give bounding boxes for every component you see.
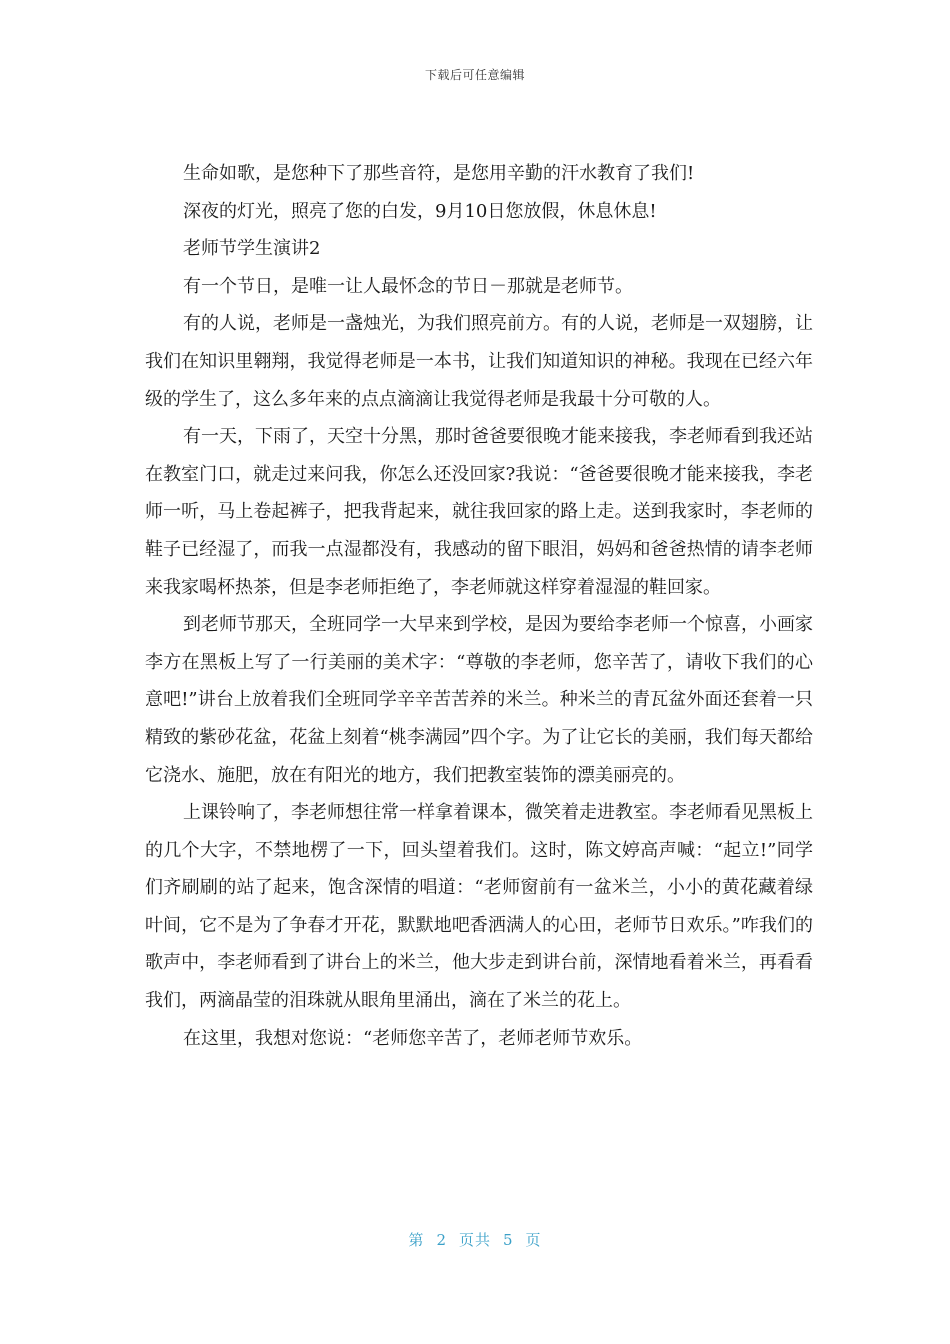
- body-paragraph: 有一个节日，是唯一让人最怀念的节日－那就是老师节。: [183, 275, 633, 297]
- page-header: 下载后可任意编辑: [424, 68, 525, 82]
- body-paragraph: 深夜的灯光，照亮了您的白发，9月10日您放假，休息休息!: [183, 200, 657, 222]
- page-number-footer: [0, 1229, 950, 1250]
- body-paragraph: 在这里，我想对您说：“老师您辛苦了，老师老师节欢乐。: [183, 1027, 643, 1049]
- document-body: [145, 155, 813, 1057]
- footer-word-page-end: 页: [525, 1231, 542, 1249]
- body-paragraph: 生命如歌，是您种下了那些音符，是您用辛勤的汗水教育了我们!: [183, 163, 695, 184]
- body-paragraph: 有的人说，老师是一盏烛光，为我们照亮前方。有的人说，老师是一双翅膀，让我们在知识里翱翔，我觉得老师是一本书，让我们知道知识的神秘。我现在已经六年级的学生了，这么多年来的点点滴滴让我觉得老师是我最十分可敬的人。: [145, 313, 813, 410]
- section-heading: 老师节学生演讲2: [183, 238, 321, 260]
- footer-word-of: 页共: [458, 1231, 491, 1249]
- footer-current-page: 2: [436, 1231, 447, 1249]
- footer-word-page: 第: [408, 1231, 425, 1249]
- body-paragraph: 有一天，下雨了，天空十分黑，那时爸爸要很晚才能来接我，李老师看到我还站在教室门口，就走过来问我，你怎么还没回家?我说：“爸爸要很晚才能来接我，李老师一听，马上卷起裤子，把我背起来，就往我回家的路上走。送到我家时，李老师的鞋子已经湿了，而我一点湿都没有，我感动的留下眼泪，妈妈和爸爸热情的请李老师来我家喝杯热茶，但是李老师拒绝了，李老师就这样穿着湿湿的鞋回家。: [145, 426, 813, 598]
- footer-total-pages: 5: [503, 1231, 514, 1249]
- body-paragraph: 到老师节那天，全班同学一大早来到学校，是因为要给李老师一个惊喜，小画家李方在黑板上写了一行美丽的美术字：“尊敬的李老师，您辛苦了，请收下我们的心意吧!”讲台上放着我们全班同学辛辛苦苦养的米兰。种米兰的青瓦盆外面还套着一只精致的紫砂花盆，花盆上刻着“桃李满园”四个字。为了让它长的美丽，我们每天都给它浇水、施肥，放在有阳光的地方，我们把教室装饰的漂美丽亮的。: [145, 614, 813, 786]
- body-paragraph: 上课铃响了，李老师想往常一样拿着课本，微笑着走进教室。李老师看见黑板上的几个大字，不禁地楞了一下，回头望着我们。这时，陈文婷高声喊：“起立!”同学们齐刷刷的站了起来，饱含深情的唱道：“老师窗前有一盆米兰，小小的黄花藏着绿叶间，它不是为了争春才开花，默默地吧香洒满人的心田，老师节日欢乐。”咋我们的歌声中，李老师看到了讲台上的米兰，他大步走到讲台前，深情地看着米兰，再看看我们，两滴晶莹的泪珠就从眼角里涌出，滴在了米兰的花上。: [145, 802, 813, 1012]
